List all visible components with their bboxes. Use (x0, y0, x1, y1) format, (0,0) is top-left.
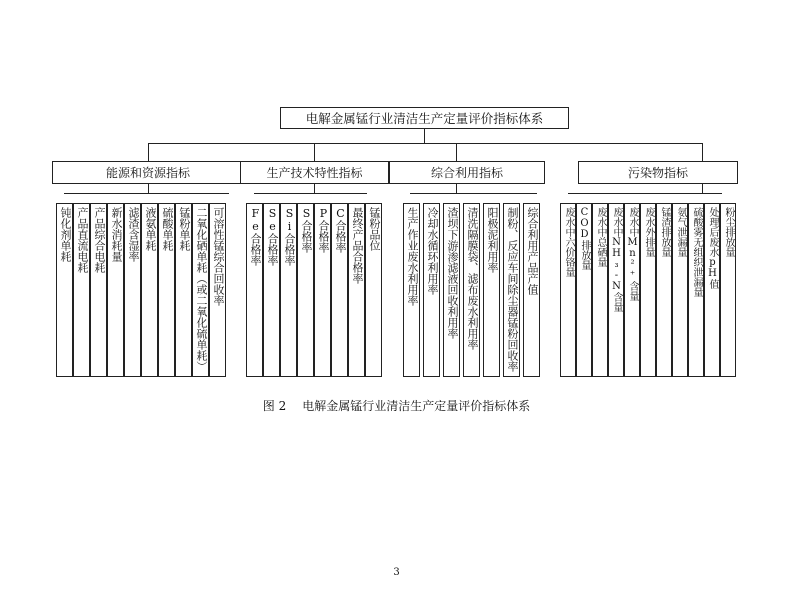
figure-caption (0, 397, 793, 414)
connector (456, 143, 457, 161)
leaf-indicator: 硫酸雾无组织泄漏量 (688, 203, 704, 377)
leaf-indicator: S合格率 (297, 203, 314, 377)
connector (64, 193, 229, 194)
connector (254, 193, 367, 194)
category-box-technology (240, 161, 389, 184)
leaf-indicator: 生产作业废水利用率 (403, 203, 420, 377)
leaf-indicator: C合格率 (331, 203, 348, 377)
leaf-indicator: 滤渣含湿率 (124, 203, 141, 377)
connector (314, 143, 315, 161)
leaf-indicator: 锰渣排放量 (656, 203, 672, 377)
leaf-indicator: 制粉、反应车间除尘器锰粉回收率 (503, 203, 520, 377)
leaf-indicator: 废水外排量 (640, 203, 656, 377)
category-label: 综合利用指标 (430, 166, 503, 180)
leaf-indicator: 废水中Mn²⁺含量 (624, 203, 640, 377)
leaf-indicator: 渣坝下游渗滤液回收利用率 (443, 203, 460, 377)
connector (148, 143, 149, 161)
leaf-indicator: 锰粉品位 (365, 203, 382, 377)
leaf-indicator: Se合格率 (263, 203, 280, 377)
leaf-indicator: 阳极泥利用率 (483, 203, 500, 377)
root-box (280, 107, 569, 129)
root-label: 电解金属锰行业清洁生产定量评价指标体系 (305, 111, 544, 126)
leaf-indicator: 粉尘排放量 (720, 203, 736, 377)
leaf-indicator: 废水中NH₃-N含量 (608, 203, 624, 377)
leaf-indicator: 产品综合电耗 (90, 203, 107, 377)
leaf-indicator: Fe合格率 (246, 203, 263, 377)
category-box-utilization (389, 161, 545, 184)
leaf-indicator: 硫酸单耗 (158, 203, 175, 377)
leaf-indicator: 可溶性锰综合回收率 (209, 203, 226, 377)
leaf-indicator: 废水中总硒量 (592, 203, 608, 377)
connector (702, 143, 703, 161)
leaf-indicator: 二氧化硒单耗（或二氧化硫单耗） (192, 203, 209, 377)
category-label: 生产技术特性指标 (266, 166, 363, 180)
figure-title: 电解金属锰行业清洁生产定量评价指标体系 (302, 399, 531, 413)
connector (568, 193, 722, 194)
connector (410, 193, 537, 194)
page-number: 3 (393, 567, 400, 578)
leaf-indicator: P合格率 (314, 203, 331, 377)
leaf-indicator: 氨气泄漏量 (672, 203, 688, 377)
figure-number: 图 2 (262, 399, 287, 413)
leaf-indicator: 钝化剂单耗 (56, 203, 73, 377)
leaf-indicator: 液氨单耗 (141, 203, 158, 377)
leaf-indicator: 冷却水循环利用率 (423, 203, 440, 377)
category-box-energy (52, 161, 244, 184)
leaf-indicator: 最终产品合格率 (348, 203, 365, 377)
leaf-indicator: 处理后废水pH值 (704, 203, 720, 377)
leaf-indicator: 锰粉单耗 (175, 203, 192, 377)
category-label: 污染物指标 (627, 166, 688, 180)
leaf-indicator: COD排放量 (576, 203, 592, 377)
leaf-indicator: 清洗隔膜袋、滤布废水利用率 (463, 203, 480, 377)
category-label: 能源和资源指标 (105, 166, 190, 180)
category-box-pollutant (578, 161, 738, 184)
leaf-indicator: 产品直流电耗 (73, 203, 90, 377)
leaf-indicator: 废水中六价铬量 (560, 203, 576, 377)
connector (148, 143, 702, 144)
leaf-indicator: 新水消耗量 (107, 203, 124, 377)
leaf-indicator: 综合利用产品产值 (523, 203, 540, 377)
connector (424, 129, 425, 144)
leaf-indicator: Si合格率 (280, 203, 297, 377)
